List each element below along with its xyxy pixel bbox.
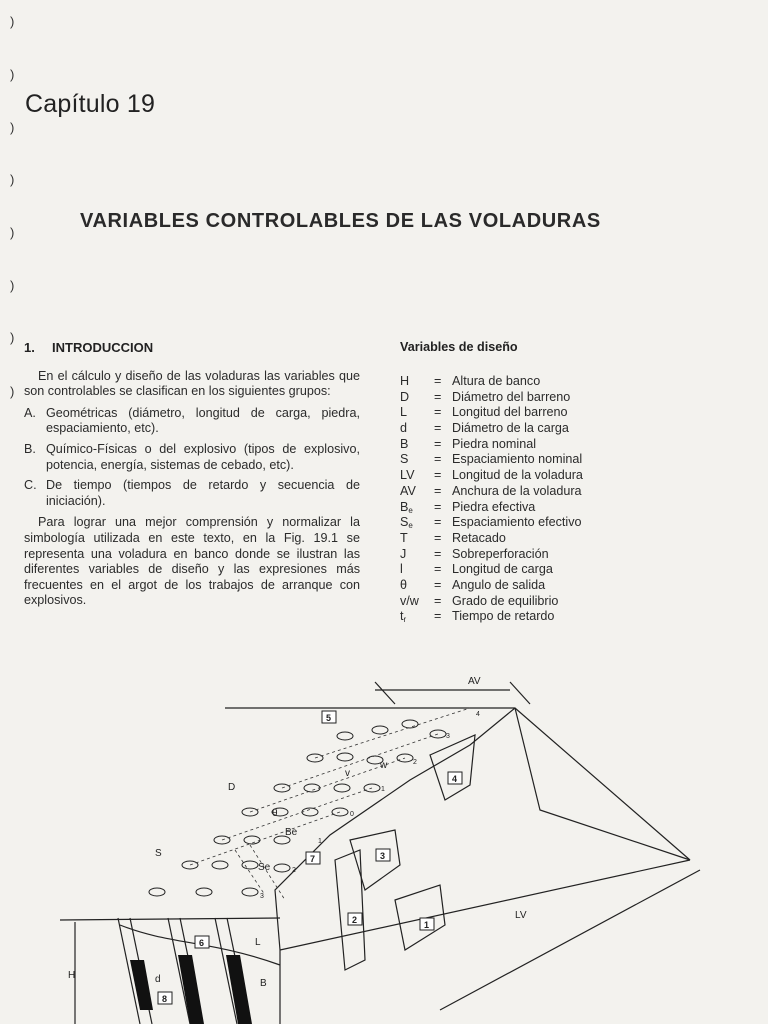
binder-hole-mark: ): [10, 14, 15, 29]
variable-description: Tiempo de retardo: [452, 609, 555, 624]
group-text: Geométricas (diámetro, longitud de carga, piedra, espaciamiento, etc).: [46, 405, 360, 436]
figure-label-lv: LV: [515, 910, 527, 921]
bench-blast-figure: [0, 660, 768, 1024]
chapter-label: Capítulo 19: [25, 90, 156, 118]
variable-description: Espaciamiento efectivo: [452, 515, 582, 530]
equals-sign: =: [434, 593, 442, 608]
variable-symbol: [400, 421, 434, 437]
design-variable-row: [400, 437, 740, 453]
variable-symbol-text: d: [400, 421, 408, 436]
variable-symbol-text: D: [400, 389, 410, 404]
section-number: 1.: [24, 340, 35, 355]
variable-symbol: [400, 390, 434, 406]
figure-label-v: v: [345, 768, 350, 779]
figure-label-s: S: [155, 848, 162, 859]
variable-description: Piedra nominal: [452, 436, 537, 451]
variable-symbol-text: S: [400, 515, 409, 530]
section-title: INTRODUCCION: [52, 340, 154, 355]
variable-subscript: e: [408, 521, 413, 531]
binder-hole-mark: ): [10, 172, 15, 187]
hole-delay-number: 3: [260, 893, 264, 900]
hole-collar: [149, 888, 165, 896]
hole-collar: [337, 732, 353, 740]
figure-label-h: H: [68, 970, 76, 981]
variable-symbol: [400, 500, 434, 516]
variable-description: Longitud de la voladura: [452, 468, 583, 483]
variable-symbol-text: l: [400, 562, 403, 577]
hole-delay-number: 3: [446, 733, 450, 740]
section-heading: [24, 340, 360, 356]
explosive-charge: [178, 955, 204, 1024]
variable-description: Altura de banco: [452, 374, 541, 388]
design-variable-row: [400, 421, 740, 437]
equals-sign: =: [434, 515, 442, 530]
group-letter: C.: [24, 478, 37, 493]
variable-subscript: e: [408, 505, 413, 515]
equals-sign: =: [434, 609, 442, 624]
variable-symbol: [400, 405, 434, 421]
variable-symbol: [400, 515, 434, 531]
equals-sign: =: [434, 468, 442, 483]
binder-hole-mark: ): [10, 225, 15, 240]
variable-description: Espaciamiento nominal: [452, 452, 583, 467]
figure-label-d-lower: d: [155, 974, 161, 985]
variable-symbol: [400, 468, 434, 484]
callout-number: 5: [326, 713, 332, 723]
variable-symbol-text: T: [400, 530, 408, 545]
group-text: De tiempo (tiempos de retardo y secuencia de iniciación).: [46, 478, 360, 508]
figure-label-l: L: [255, 937, 261, 948]
binder-hole-mark: ): [10, 120, 15, 135]
variable-description: Piedra efectiva: [452, 499, 536, 514]
hole-collar: [337, 753, 353, 761]
figure-label-av: AV: [468, 676, 481, 687]
hole-collar: [430, 730, 446, 738]
binder-hole-mark: ): [10, 67, 15, 82]
variable-description: Diámetro del barreno: [452, 389, 571, 404]
variable-symbol: [400, 437, 434, 453]
variable-description: Diámetro de la carga: [452, 421, 569, 436]
chapter-title: VARIABLES CONTROLABLES DE LAS VOLADURAS: [80, 210, 601, 232]
rock-fragment: [350, 830, 400, 890]
variable-description: Grado de equilibrio: [452, 593, 559, 608]
bench-blast-diagram: [0, 660, 768, 1024]
hole-collar: [334, 784, 350, 792]
equals-sign: =: [434, 374, 442, 388]
figure-label-theta: θ: [272, 808, 278, 819]
design-variable-row: [400, 500, 740, 516]
group-letter: B.: [24, 441, 36, 456]
equals-sign: =: [434, 452, 442, 467]
rock-fragment: [430, 735, 475, 800]
variable-symbol-text: LV: [400, 468, 415, 483]
group-item: [24, 442, 360, 473]
av-tick: [375, 682, 395, 704]
figure-label-d-upper: D: [228, 782, 236, 793]
variable-symbol-text: L: [400, 405, 408, 420]
variable-symbol-text: θ: [400, 577, 408, 592]
equals-sign: =: [434, 421, 442, 436]
equals-sign: =: [434, 483, 442, 498]
equals-sign: =: [434, 405, 442, 420]
design-variable-row: [400, 515, 740, 531]
introduction-column: [24, 340, 360, 615]
hole-delay-number: 4: [476, 711, 480, 718]
variable-symbol: [400, 374, 434, 390]
design-variable-row: [400, 405, 740, 421]
design-variable-row: [400, 531, 740, 547]
variable-symbol: [400, 562, 434, 578]
callout-number: 8: [162, 994, 168, 1004]
design-variable-row: [400, 547, 740, 563]
hole-collar: [372, 726, 388, 734]
group-item: [24, 478, 360, 509]
ground-surface: [60, 918, 280, 920]
design-variable-row: [400, 484, 740, 500]
callout-number: 1: [424, 920, 430, 930]
figure-label-b: B: [260, 978, 267, 989]
hole-collar: [402, 720, 418, 728]
design-variable-row: [400, 562, 740, 578]
variable-symbol: [400, 578, 434, 594]
equals-sign: =: [434, 530, 442, 545]
variable-symbol-text: S: [400, 452, 409, 467]
intro-paragraph: En el cálculo y diseño de las voladuras las variables que son controlables se clasifican en los siguientes grupos:: [24, 368, 360, 399]
design-variable-row: [400, 578, 740, 594]
figure-label-se: Se: [258, 862, 271, 873]
design-variable-row: [400, 452, 740, 468]
binder-hole-mark: ): [10, 278, 15, 293]
callout-number: 7: [310, 854, 316, 864]
design-variables-heading: Variables de diseño: [400, 340, 518, 354]
variable-symbol: [400, 531, 434, 547]
variable-symbol-text: t: [400, 609, 404, 624]
hole-collar: [196, 888, 212, 896]
group-text: Químico-Físicas o del explosivo (tipos de explosivo, potencia, energía, sistemas de cebado, etc).: [46, 441, 360, 472]
variable-subscript: r: [403, 615, 407, 625]
hole-delay-number: 0: [350, 811, 354, 818]
variable-symbol: [400, 484, 434, 500]
variable-symbol-text: AV: [400, 483, 416, 498]
hole-collar: [304, 784, 320, 792]
hole-delay-number: 2: [292, 867, 296, 874]
variable-symbol-text: B: [400, 499, 409, 514]
design-variable-row: [400, 468, 740, 484]
variable-symbol: [400, 547, 434, 563]
hole-collar: [242, 861, 258, 869]
variable-symbol: [400, 594, 434, 610]
figure-label-be: Be: [285, 827, 298, 838]
figure-label-w: w: [380, 760, 388, 771]
equals-sign: =: [434, 389, 442, 404]
variable-symbol-text: J: [400, 546, 407, 561]
av-tick: [510, 682, 530, 704]
callout-number: 4: [452, 774, 458, 784]
variable-symbol: [400, 452, 434, 468]
binder-hole-mark: ): [10, 330, 15, 345]
callout-number: 3: [380, 851, 386, 861]
free-face-edge: [275, 708, 515, 950]
equals-sign: =: [434, 562, 442, 577]
design-variables-column: [400, 340, 740, 625]
hole-collar: [212, 861, 228, 869]
variable-symbol-text: H: [400, 374, 410, 388]
variable-symbol: [400, 609, 434, 625]
group-letter: A.: [24, 405, 36, 420]
hole-delay-number: 1: [318, 838, 322, 845]
variable-symbol-text: B: [400, 436, 409, 451]
callout-number: 2: [352, 915, 358, 925]
design-variable-row: [400, 609, 740, 625]
hole-collar: [302, 808, 318, 816]
design-variables-list: [400, 374, 740, 625]
hole-delay-number: 2: [413, 759, 417, 766]
variable-description: Retacado: [452, 530, 506, 545]
equals-sign: =: [434, 546, 442, 561]
group-item: [24, 406, 360, 437]
lv-dimension-line: [440, 870, 700, 1010]
rock-fragment: [335, 850, 365, 970]
design-variable-row: [400, 390, 740, 406]
design-variable-row: [400, 594, 740, 610]
intro-paragraph: Para lograr una mejor comprensión y normalizar la simbología utilizada en este texto, en la Fig. 19.1 se representa una voladura en banco donde se ilustran las diferentes variables de diseño y las expresiones más frecuentes en el argot de los trabajos de arranque con explosivos.: [24, 515, 360, 608]
equals-sign: =: [434, 436, 442, 451]
hole-collar: [332, 808, 348, 816]
variable-description: Anchura de la voladura: [452, 483, 582, 498]
variable-description: Longitud del barreno: [452, 405, 568, 420]
explosive-charge: [130, 960, 153, 1010]
variable-description: Longitud de carga: [452, 562, 553, 577]
hole-delay-number: 1: [381, 786, 385, 793]
variable-description: Angulo de salida: [452, 577, 546, 592]
design-variable-row: [400, 374, 740, 390]
variable-groups-list: [24, 406, 360, 510]
binder-hole-mark: ): [10, 384, 15, 399]
callout-number: 6: [199, 938, 205, 948]
hole-collar: [244, 836, 260, 844]
equals-sign: =: [434, 499, 442, 514]
hole-collar: [242, 888, 258, 896]
equals-sign: =: [434, 577, 442, 592]
variable-symbol-text: v/w: [400, 593, 419, 608]
hole-collar: [274, 864, 290, 872]
variable-description: Sobreperforación: [452, 546, 549, 561]
